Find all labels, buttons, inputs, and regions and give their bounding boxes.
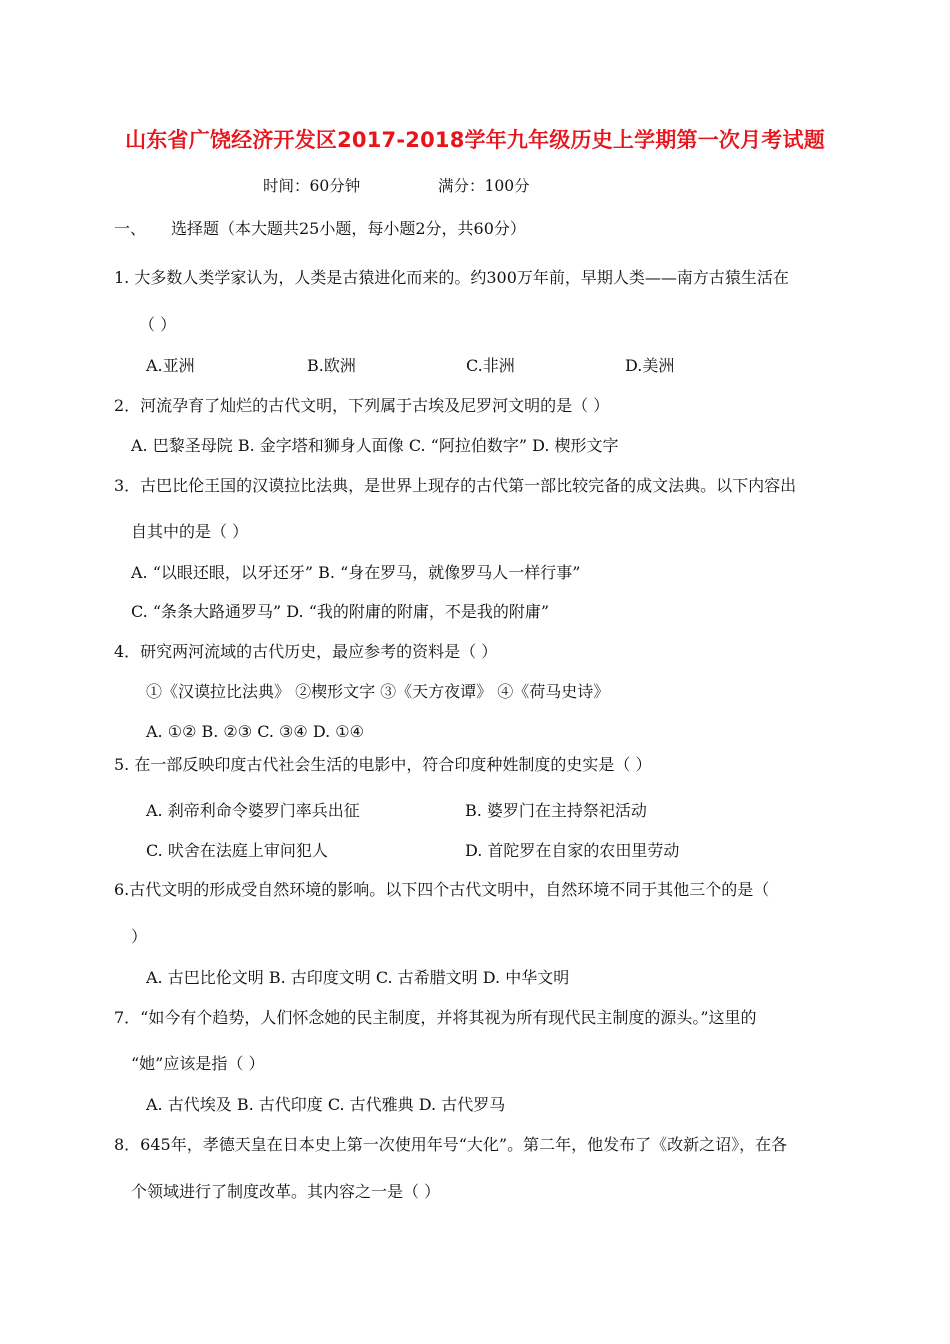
exam-time: 时间：60分钟 <box>263 177 361 195</box>
question-8-stem: 8．645年，孝德天皇在日本史上第一次使用年号“大化”。第二年，他发布了《改新之诏》，在各 <box>114 1135 788 1154</box>
question-6-options: A. 古巴比伦文明 B. 古印度文明 C. 古希腊文明 D. 中华文明 <box>146 968 570 987</box>
question-1-stem: 1. 大多数人类学家认为，人类是古猿进化而来的。约300万年前，早期人类——南方古猿生活在 <box>114 268 789 287</box>
question-8-stem-cont: 个领域进行了制度改革。其内容之一是（ ） <box>131 1182 441 1201</box>
question-3-options-row-1: A. “以眼还眼，以牙还牙” B. “身在罗马，就像罗马人一样行事” <box>131 563 581 582</box>
question-7-stem-cont: “她”应该是指（ ） <box>131 1054 265 1073</box>
section-heading: 选择题（本大题共25小题，每小题2分，共60分） <box>171 219 526 238</box>
question-4-materials: ①《汉谟拉比法典》 ②楔形文字 ③《天方夜谭》 ④《荷马史诗》 <box>146 682 610 701</box>
question-5-option-a: A. 刹帝利命令婆罗门率兵出征 <box>146 801 360 820</box>
exam-score: 满分：100分 <box>438 177 530 195</box>
page-title: 山东省广饶经济开发区2017-2018学年九年级历史上学期第一次月考试题 <box>125 128 825 152</box>
question-5-option-b: B. 婆罗门在主持祭祀活动 <box>465 801 647 820</box>
question-3-options-row-2: C. “条条大路通罗马” D. “我的附庸的附庸，不是我的附庸” <box>131 602 550 621</box>
question-1-option-a: A.亚洲 <box>146 356 195 375</box>
question-7-stem: 7．“如今有个趋势，人们怀念她的民主制度，并将其视为所有现代民主制度的源头。”这里的 <box>114 1008 757 1027</box>
question-1-blank: （ ） <box>139 315 177 334</box>
question-7-options: A. 古代埃及 B. 古代印度 C. 古代雅典 D. 古代罗马 <box>146 1095 506 1114</box>
question-1-option-b: B.欧洲 <box>307 356 356 375</box>
question-1-option-d: D.美洲 <box>625 356 675 375</box>
question-6-stem: 6.古代文明的形成受自然环境的影响。以下四个古代文明中，自然环境不同于其他三个的是（ <box>114 880 770 899</box>
question-2-stem: 2．河流孕育了灿烂的古代文明，下列属于古埃及尼罗河文明的是（ ） <box>114 396 610 415</box>
question-1-option-c: C.非洲 <box>466 356 515 375</box>
question-3-stem: 3．古巴比伦王国的汉谟拉比法典，是世界上现存的古代第一部比较完备的成文法典。以下内容出 <box>114 476 797 495</box>
question-5-option-c: C. 吠舍在法庭上审问犯人 <box>146 841 328 860</box>
question-3-stem-cont: 自其中的是（ ） <box>131 522 249 541</box>
question-4-stem: 4．研究两河流域的古代历史，最应参考的资料是（ ） <box>114 642 498 661</box>
question-4-options: A. ①② B. ②③ C. ③④ D. ①④ <box>146 722 364 741</box>
question-6-blank: ） <box>131 927 148 946</box>
question-5-stem: 5. 在一部反映印度古代社会生活的电影中，符合印度种姓制度的史实是（ ） <box>114 755 652 774</box>
section-number: 一、 <box>114 219 147 238</box>
question-2-options: A. 巴黎圣母院 B. 金字塔和狮身人面像 C. “阿拉伯数字” D. 楔形文字 <box>131 436 619 455</box>
question-5-option-d: D. 首陀罗在自家的农田里劳动 <box>465 841 680 860</box>
